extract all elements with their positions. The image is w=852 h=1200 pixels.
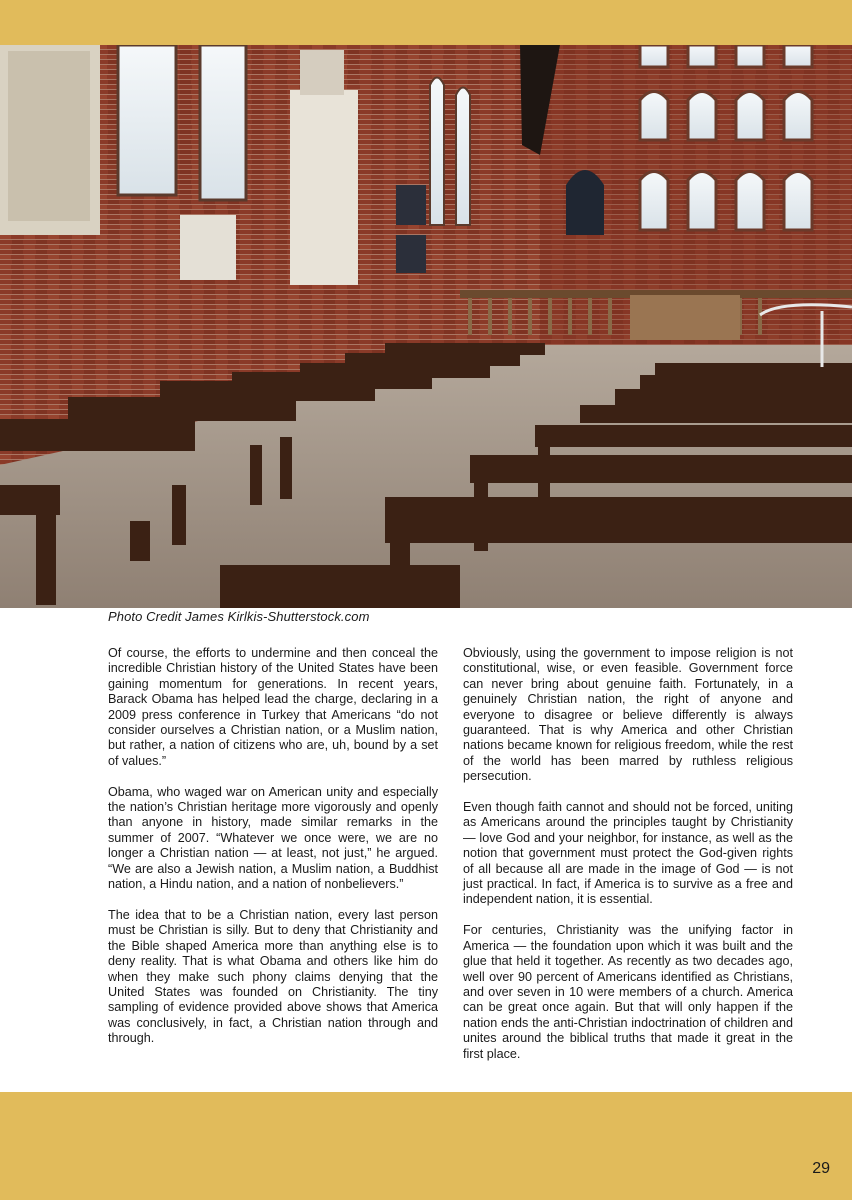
article-paragraph: The idea that to be a Christian nation, every last person must be Christian is silly. But to deny that Christianity and the Bible shaped America more than anything else is to deny reality. That is what Obama and others like him do when they make such phony claims denying that the United States was founded on Christianity. The tiny sampling of evidence provided above shows that America was conclusively, in fact, a Christian nation through and through.	[108, 907, 438, 1046]
article-paragraph: Obviously, using the government to impose religion is not constitutional, wise, or even feasible. Government force can never bring about genuine faith. Fortunately, in a genuinely Christian nation, the right of anyone and everyone to disagree or believe differently is always guaranteed. That is why America and other Christian nations became known for religious freedom, while the rest of the world has been marred by ruthless religious persecution.	[463, 646, 793, 784]
article-left-column	[108, 646, 438, 1062]
article-paragraph: For centuries, Christianity was the unifying factor in America — the foundation upon which it was built and the glue that held it together. As recently as two decades ago, well over 90 percent of Americans identified as Christians, and over seven in 10 were members of a church. America can be great once again. But that will only happen if the nation ends the anti-Christian indoctrination of children and unites around the biblical truths that made it great in the first place.	[463, 923, 793, 1061]
article-paragraph: Of course, the efforts to undermine and then conceal the incredible Christian history of the United States have been gaining momentum for generations. In recent years, Barack Obama has helped lead the charge, declaring in a 2009 press conference in Turkey that Americans “do not consider ourselves a Christian nation, or a Muslim nation, but rather, a nation of citizens who are, uh, bound by a set of values.”	[108, 646, 438, 768]
article-paragraph: Even though faith cannot and should not be forced, uniting as Americans around the principles taught by Christianity — love God and your neighbor, for instance, as well as the notion that government must protect the God-given rights of all because all are made in the image of God — is not just practical. In fact, if America is to survive as a free and independent nation, it is essential.	[463, 800, 793, 907]
top-accent-band	[0, 0, 852, 45]
church-interior-photo	[0, 45, 852, 608]
article-right-column	[463, 646, 793, 1077]
page-number: 29	[812, 1160, 830, 1177]
bottom-accent-band	[0, 1092, 852, 1200]
article-paragraph: Obama, who waged war on American unity and especially the nation’s Christian heritage more vigorously and openly than anyone in history, made similar remarks in the summer of 2007. “Whatever we once were, we are no longer a Christian nation — at least, not just,” he argued. “We are also a Jewish nation, a Muslim nation, a Buddhist nation, a Hindu nation, and a nation of nonbelievers.”	[108, 784, 438, 892]
photo-caption: Photo Credit James Kirlkis-Shutterstock.com	[108, 609, 370, 624]
